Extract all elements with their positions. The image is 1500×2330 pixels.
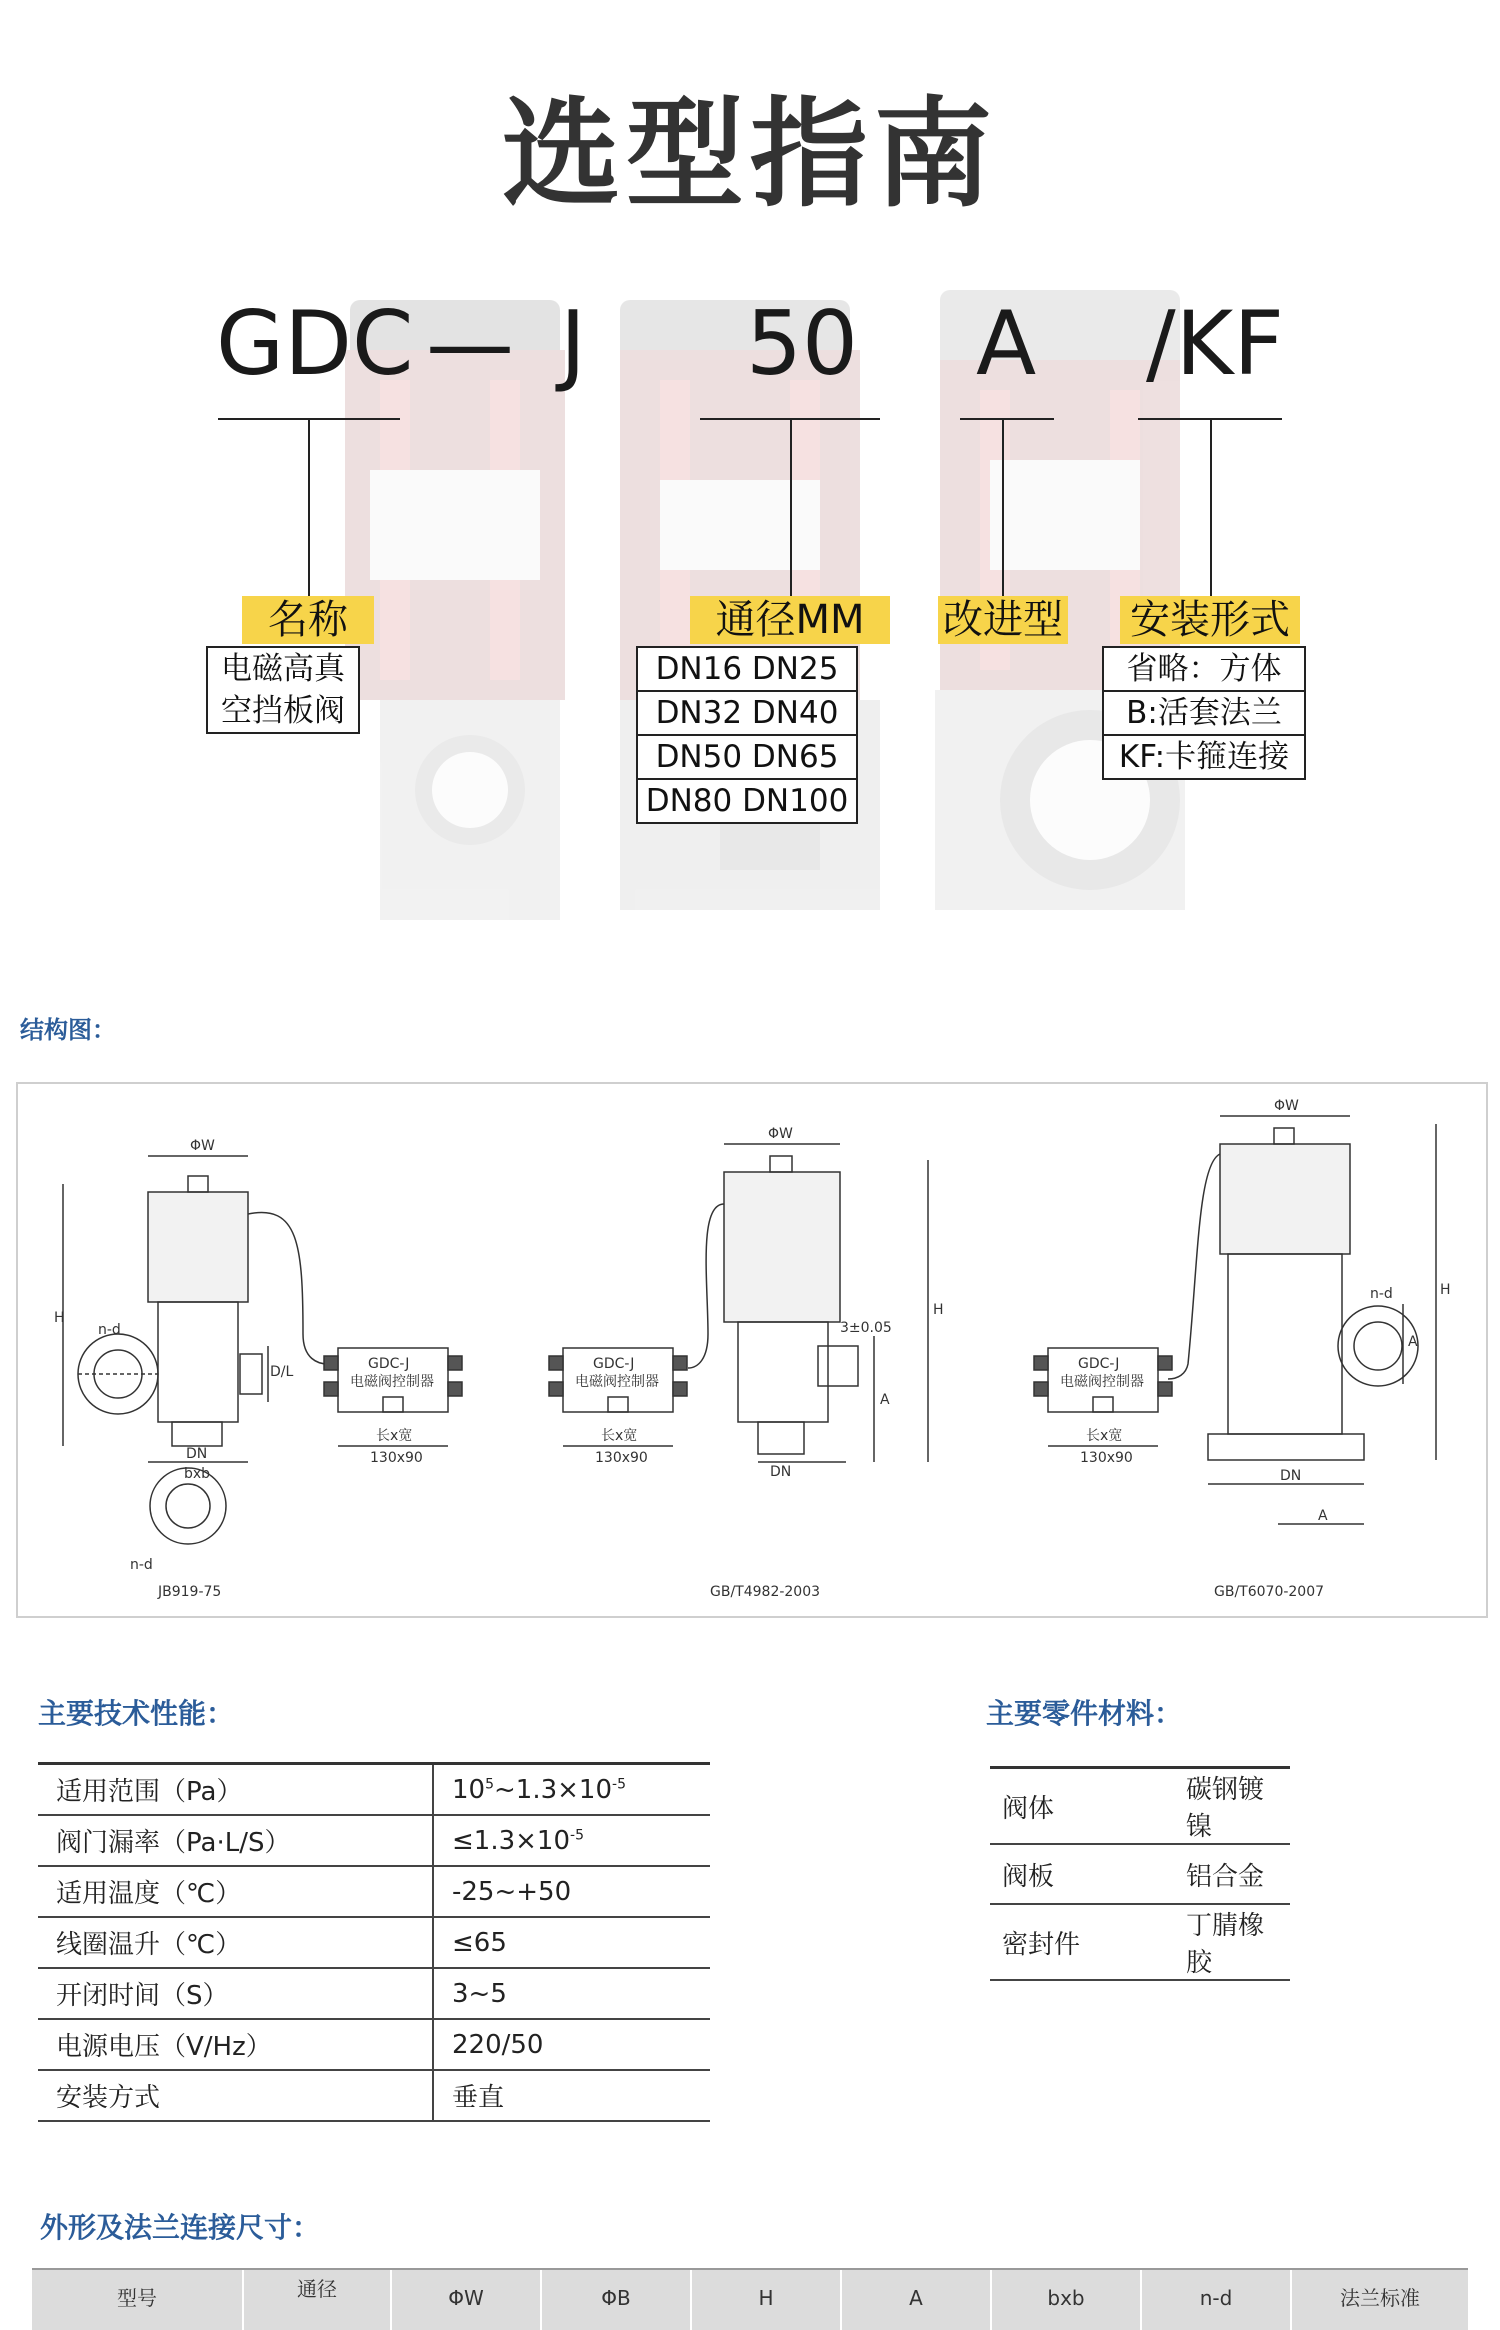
code-part-improved: A bbox=[976, 292, 1037, 395]
connector-improved bbox=[1002, 418, 1004, 596]
controller-size-label-mid: 长x宽 bbox=[601, 1428, 638, 1444]
controller-size-label-left: 长x宽 bbox=[376, 1428, 413, 1444]
table-row bbox=[990, 1768, 1290, 1845]
dims-header-cell: ΦW bbox=[392, 2270, 542, 2330]
page-title: 选型指南 bbox=[501, 85, 998, 223]
connector-name bbox=[308, 418, 310, 596]
bore-value: DN16 DN25 bbox=[655, 651, 839, 687]
name-value: 空挡板阀 bbox=[221, 693, 345, 729]
controller-desc-right: 电磁阀控制器 bbox=[1060, 1374, 1144, 1390]
underline-improved bbox=[960, 418, 1054, 420]
tech-label: 适用范围（Pa） bbox=[38, 1764, 433, 1816]
controller-size-label-right: 长x宽 bbox=[1086, 1428, 1123, 1444]
tech-table bbox=[38, 1762, 710, 2122]
dims-header-cell: n-d bbox=[1142, 2270, 1292, 2330]
install-values-box bbox=[1102, 646, 1306, 780]
tech-label: 线圈温升（℃） bbox=[38, 1917, 433, 1968]
table-row bbox=[38, 1866, 710, 1917]
standard-left: JB919-75 bbox=[158, 1584, 222, 1600]
code-part-bore: 50 bbox=[746, 292, 858, 395]
dim-w-left: ΦW bbox=[190, 1138, 215, 1154]
table-row bbox=[38, 1968, 710, 2019]
code-dash: — bbox=[426, 292, 514, 395]
controller-size-left: 130x90 bbox=[370, 1450, 423, 1466]
code-part-type: J bbox=[560, 292, 586, 395]
table-row bbox=[38, 1815, 710, 1866]
dims-header-cell: A bbox=[842, 2270, 992, 2330]
material-part: 密封件 bbox=[990, 1904, 1174, 1980]
dim-h-left: H bbox=[54, 1310, 65, 1326]
label-improved: 改进型 bbox=[938, 596, 1068, 644]
tech-value: 220/50 bbox=[433, 2019, 710, 2070]
material-part: 阀板 bbox=[990, 1844, 1174, 1904]
dim-tol-mid: 3±0.05 bbox=[840, 1320, 892, 1336]
tech-value: ≤65 bbox=[433, 1917, 710, 1968]
controller-size-right: 130x90 bbox=[1080, 1450, 1133, 1466]
table-row bbox=[990, 1844, 1290, 1904]
materials-heading: 主要零件材料： bbox=[986, 1697, 1183, 1730]
material-value: 铝合金 bbox=[1174, 1844, 1290, 1904]
material-value: 碳钢镀镍 bbox=[1174, 1768, 1290, 1845]
controller-size-mid: 130x90 bbox=[595, 1450, 648, 1466]
dims-header-cell: 型号 bbox=[32, 2270, 244, 2330]
tech-value: -25~+50 bbox=[433, 1866, 710, 1917]
code-part-series: GDC bbox=[216, 292, 414, 395]
controller-name-left: GDC-J bbox=[368, 1356, 410, 1372]
controller-desc-left: 电磁阀控制器 bbox=[350, 1374, 434, 1390]
bore-values-box bbox=[636, 646, 858, 824]
dim-bxb-left: bxb bbox=[184, 1466, 211, 1482]
connector-bore bbox=[790, 418, 792, 596]
dim-a-right-bottom: A bbox=[1318, 1508, 1328, 1524]
dims-header-cell: bxb bbox=[992, 2270, 1142, 2330]
controller-name-mid: GDC-J bbox=[593, 1356, 635, 1372]
bore-value: DN50 DN65 bbox=[638, 734, 856, 778]
dim-dn-mid: DN bbox=[770, 1464, 792, 1480]
dim-nd-left-flange: n-d bbox=[130, 1557, 153, 1573]
material-part: 阀体 bbox=[990, 1768, 1174, 1845]
tech-heading: 主要技术性能： bbox=[38, 1697, 235, 1730]
label-name: 名称 bbox=[242, 596, 374, 644]
code-part-connection: /KF bbox=[1146, 292, 1284, 395]
controller-desc-mid: 电磁阀控制器 bbox=[575, 1374, 659, 1390]
dim-nd-right: n-d bbox=[1370, 1286, 1393, 1302]
dim-a-right: A bbox=[1408, 1334, 1418, 1350]
name-value: 电磁高真 bbox=[221, 651, 345, 687]
label-install: 安装形式 bbox=[1120, 596, 1300, 644]
table-row bbox=[38, 2070, 710, 2121]
dim-w-right: ΦW bbox=[1274, 1098, 1299, 1114]
label-bore: 通径MM bbox=[690, 596, 890, 644]
dims-header-cell: 法兰标准 bbox=[1340, 2286, 1420, 2310]
tech-value: $\le 1.3\times 10^{-5}$ bbox=[433, 1815, 710, 1866]
dims-header-cell: 通径 bbox=[244, 2270, 392, 2330]
dim-h-mid: H bbox=[933, 1302, 944, 1318]
tech-label: 安装方式 bbox=[38, 2070, 433, 2121]
install-value: B:活套法兰 bbox=[1104, 690, 1304, 734]
tech-label: 电源电压（V/Hz） bbox=[38, 2019, 433, 2070]
controller-name-right: GDC-J bbox=[1078, 1356, 1120, 1372]
install-value: KF:卡箍连接 bbox=[1104, 734, 1304, 778]
dim-a-mid: A bbox=[880, 1392, 890, 1408]
table-row bbox=[38, 2019, 710, 2070]
dim-dl-left: D/L bbox=[270, 1364, 294, 1380]
dims-header-cell: ΦB bbox=[542, 2270, 692, 2330]
install-value: 省略：方体 bbox=[1126, 651, 1282, 687]
dim-w-mid: ΦW bbox=[768, 1126, 793, 1142]
table-row bbox=[38, 1917, 710, 1968]
dims-header-cell: H bbox=[692, 2270, 842, 2330]
structure-drawing bbox=[18, 1084, 1486, 1616]
dim-dn-left: DN bbox=[186, 1446, 208, 1462]
tech-value: 垂直 bbox=[433, 2070, 710, 2121]
bore-value: DN32 DN40 bbox=[638, 690, 856, 734]
table-row bbox=[38, 1764, 710, 1816]
connector-install bbox=[1210, 418, 1212, 596]
materials-table bbox=[990, 1766, 1290, 1981]
dims-table-header bbox=[32, 2268, 1468, 2330]
tech-label: 阀门漏率（Pa·L/S） bbox=[38, 1815, 433, 1866]
dim-nd-left: n-d bbox=[98, 1322, 121, 1338]
table-row bbox=[990, 1904, 1290, 1980]
structure-diagram bbox=[16, 1082, 1488, 1618]
bore-value: DN80 DN100 bbox=[638, 778, 856, 822]
material-value: 丁腈橡胶 bbox=[1174, 1904, 1290, 1980]
structure-heading: 结构图： bbox=[20, 1016, 116, 1044]
standard-mid: GB/T4982-2003 bbox=[710, 1584, 821, 1600]
standard-right: GB/T6070-2007 bbox=[1214, 1584, 1325, 1600]
dims-heading: 外形及法兰连接尺寸： bbox=[40, 2211, 321, 2244]
tech-label: 开闭时间（S） bbox=[38, 1968, 433, 2019]
tech-value: $10^5\sim 1.3\times 10^{-5}$ bbox=[433, 1764, 710, 1816]
tech-label: 适用温度（℃） bbox=[38, 1866, 433, 1917]
dim-dn-right: DN bbox=[1280, 1468, 1302, 1484]
dim-h-right: H bbox=[1440, 1282, 1451, 1298]
name-values-box bbox=[206, 646, 360, 734]
tech-value: 3~5 bbox=[433, 1968, 710, 2019]
